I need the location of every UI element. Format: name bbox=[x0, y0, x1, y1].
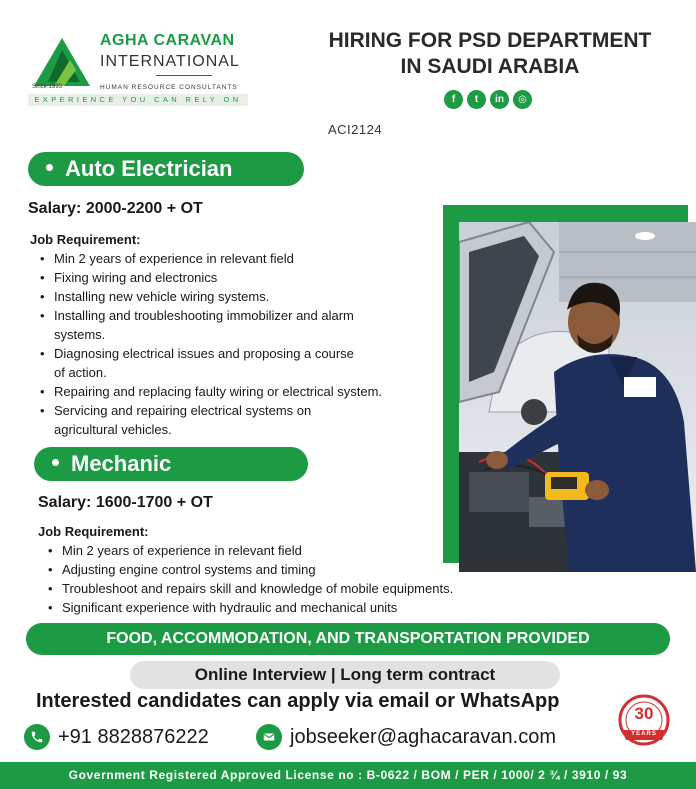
list-item: • Troubleshoot and repairs skill and knowledge of mobile equipments. bbox=[48, 579, 548, 598]
bullet-dot bbox=[52, 459, 59, 466]
job-requirement-heading: Job Requirement: bbox=[38, 524, 149, 539]
list-item: • Min 2 years of experience in relevant field bbox=[48, 541, 548, 560]
phone-number[interactable]: +91 8828876222 bbox=[58, 725, 209, 748]
job-salary: Salary: 2000-2200 + OT bbox=[28, 200, 203, 217]
job-title-pill-auto-electrician bbox=[28, 152, 304, 186]
logo-name-line2: INTERNATIONAL bbox=[100, 53, 240, 70]
mechanic-illustration bbox=[459, 222, 696, 572]
email-contact[interactable] bbox=[256, 724, 556, 750]
job-requirements-list bbox=[40, 249, 450, 439]
anniversary-seal bbox=[612, 694, 676, 748]
list-item: • Diagnosing electrical issues and proposing a course of action. bbox=[40, 344, 450, 382]
mechanic-photo bbox=[459, 222, 696, 572]
list-item: • Repairing and replacing faulty wiring or electrical system. bbox=[40, 382, 450, 401]
apply-instruction: Interested candidates can apply via email or WhatsApp bbox=[36, 690, 560, 712]
bullet-dot bbox=[46, 164, 53, 171]
headline-line2: IN SAUDI ARABIA bbox=[400, 55, 580, 78]
logo-subtitle: HUMAN RESOURCE CONSULTANTS bbox=[100, 84, 238, 91]
email-address[interactable]: jobseeker@aghacaravan.com bbox=[290, 725, 557, 748]
job-title-pill-mechanic bbox=[34, 447, 308, 481]
seal-number: 30 bbox=[634, 704, 654, 723]
list-item: • Servicing and repairing electrical systems on agricultural vehicles. bbox=[40, 401, 450, 439]
logo-name-line1: AGHA CARAVAN bbox=[100, 32, 235, 49]
twitter-icon[interactable]: t bbox=[467, 90, 486, 109]
reference-code: ACI2124 bbox=[328, 122, 383, 137]
instagram-icon[interactable]: ◎ bbox=[513, 90, 532, 109]
job-title: Auto Electrician bbox=[65, 156, 233, 181]
logo-triangle-icon bbox=[32, 36, 92, 91]
job-requirement-heading: Job Requirement: bbox=[30, 232, 141, 247]
headline-line1: HIRING FOR PSD DEPARTMENT bbox=[328, 29, 652, 52]
job-title: Mechanic bbox=[71, 451, 172, 476]
list-item: • Adjusting engine control systems and timing bbox=[48, 560, 548, 579]
seal-label: YEARS bbox=[631, 731, 657, 737]
benefits-banner: FOOD, ACCOMMODATION, AND TRANSPORTATION PROVIDED bbox=[26, 623, 670, 655]
list-item: • Installing new vehicle wiring systems. bbox=[40, 287, 450, 306]
email-icon bbox=[256, 724, 282, 750]
logo-tagline: EXPERIENCE YOU CAN RELY ON bbox=[28, 94, 248, 106]
list-item: • Installing and troubleshooting immobilizer and alarm systems. bbox=[40, 306, 450, 344]
phone-contact[interactable] bbox=[24, 724, 209, 750]
list-item: • Min 2 years of experience in relevant field bbox=[40, 249, 450, 268]
social-links bbox=[444, 90, 532, 109]
logo-since: Since 1993 bbox=[32, 84, 63, 90]
job-salary: Salary: 1600-1700 + OT bbox=[38, 494, 213, 511]
license-footer: Government Registered Approved License no : B-0622 / BOM / PER / 1000/ 2 ¾ / 3910 / 93 bbox=[0, 762, 696, 789]
interview-note: Online Interview | Long term contract bbox=[130, 661, 560, 689]
logo-divider bbox=[156, 75, 212, 76]
page-headline bbox=[290, 28, 690, 80]
list-item: • Significant experience with hydraulic and mechanical units bbox=[48, 598, 548, 617]
phone-icon bbox=[24, 724, 50, 750]
company-logo bbox=[28, 28, 250, 110]
facebook-icon[interactable]: f bbox=[444, 90, 463, 109]
list-item: • Fixing wiring and electronics bbox=[40, 268, 450, 287]
linkedin-icon[interactable]: in bbox=[490, 90, 509, 109]
